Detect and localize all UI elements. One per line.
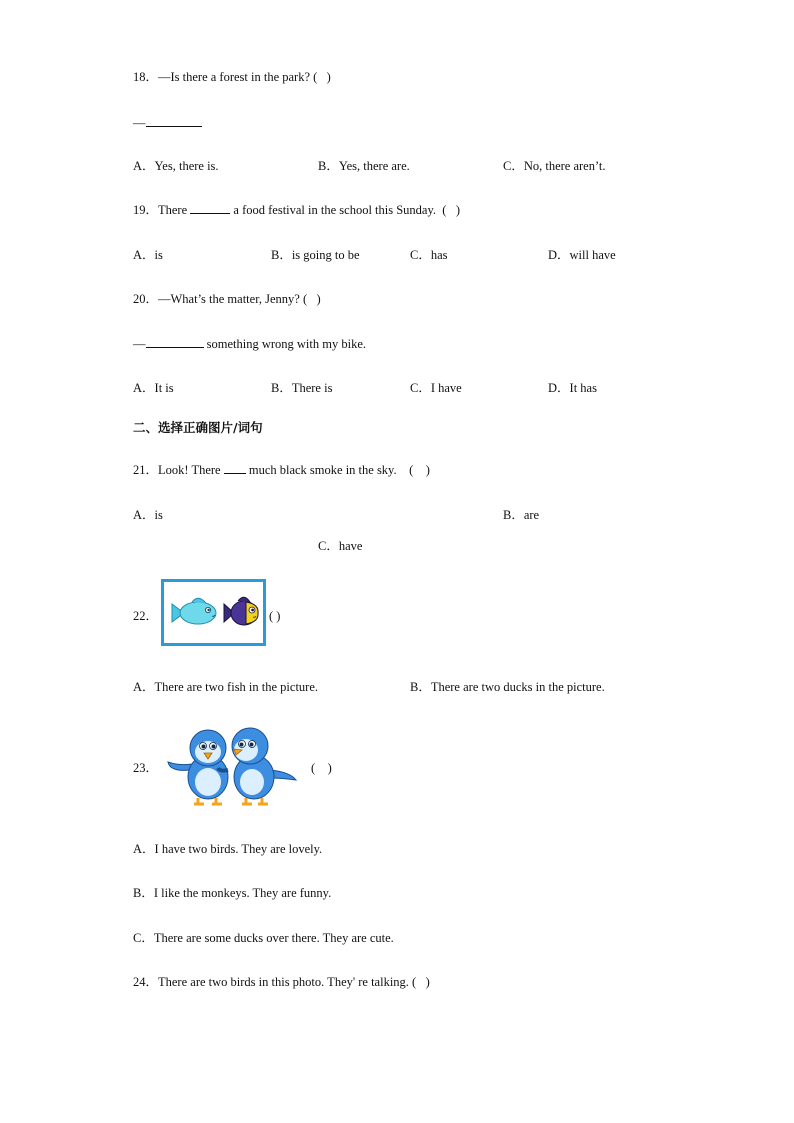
q21-suffix: much black smoke in the sky. ( ) <box>245 463 430 477</box>
q18-blank <box>146 115 202 127</box>
q18-answer-prefix: — <box>133 116 146 130</box>
q20-option-a[interactable]: A．It is <box>133 381 174 395</box>
two-birds-icon <box>162 722 305 810</box>
fish-picture <box>161 579 266 646</box>
q20-answer-prefix: — <box>133 337 146 351</box>
q20-option-c[interactable]: C．I have <box>410 381 462 395</box>
q20-option-d[interactable]: D．It has <box>548 381 597 395</box>
q24-stem: 24．There are two birds in this photo. They' re talking. ( ) <box>133 975 430 989</box>
q23-number: 23． <box>133 761 159 775</box>
q18-stem: 18．—Is there a forest in the park? ( ) <box>133 70 331 84</box>
q19-option-a[interactable]: A．is <box>133 248 163 262</box>
birds-picture <box>162 722 305 810</box>
q20-blank <box>146 336 204 348</box>
q23-option-a[interactable]: A．I have two birds. They are lovely. <box>133 842 323 856</box>
left-bird-icon <box>168 730 228 804</box>
q18-option-b[interactable]: B．Yes, there are. <box>318 159 410 173</box>
q21-option-c[interactable]: C．have <box>318 539 363 553</box>
q23-option-c[interactable]: C．There are some ducks over there. They are cute. <box>133 931 394 945</box>
q18-option-a[interactable]: A．Yes, there is. <box>133 159 219 173</box>
q22-number: 22． <box>133 609 159 623</box>
q21-blank <box>224 462 246 474</box>
q19-blank <box>190 202 230 214</box>
q22-bracket: ( ) <box>269 609 281 623</box>
q19-option-d[interactable]: D．will have <box>548 248 616 262</box>
q20-option-b[interactable]: B．There is <box>271 381 333 395</box>
q21-option-a[interactable]: A．is <box>133 508 163 522</box>
q21-option-b[interactable]: B．are <box>503 508 540 522</box>
cyan-fish-icon <box>172 598 216 624</box>
q19-prefix: 19．There <box>133 203 191 217</box>
section-title: 二、选择正确图片/词句 <box>133 420 263 435</box>
purple-fish-icon <box>224 597 258 625</box>
q21-prefix: 21．Look! There <box>133 463 224 477</box>
two-fish-icon <box>164 582 263 643</box>
q22-option-b[interactable]: B．There are two ducks in the picture. <box>410 680 605 694</box>
q20-answer-suffix: something wrong with my bike. <box>203 337 366 351</box>
q19-option-b[interactable]: B．is going to be <box>271 248 360 262</box>
q19-stem <box>133 202 460 218</box>
q21-stem <box>133 462 430 478</box>
q23-option-b[interactable]: B．I like the monkeys. They are funny. <box>133 886 332 900</box>
q18-answer-line <box>133 115 202 131</box>
q20-answer-line <box>133 336 366 352</box>
q22-option-a[interactable]: A．There are two fish in the picture. <box>133 680 319 694</box>
q20-stem: 20．—What’s the matter, Jenny? ( ) <box>133 292 321 306</box>
q19-option-c[interactable]: C．has <box>410 248 448 262</box>
q18-option-c[interactable]: C．No, there aren’t. <box>503 159 606 173</box>
right-bird-icon <box>218 728 296 804</box>
q23-bracket: ( ) <box>311 761 332 775</box>
q19-suffix: a food festival in the school this Sunday. ( ) <box>230 203 460 217</box>
